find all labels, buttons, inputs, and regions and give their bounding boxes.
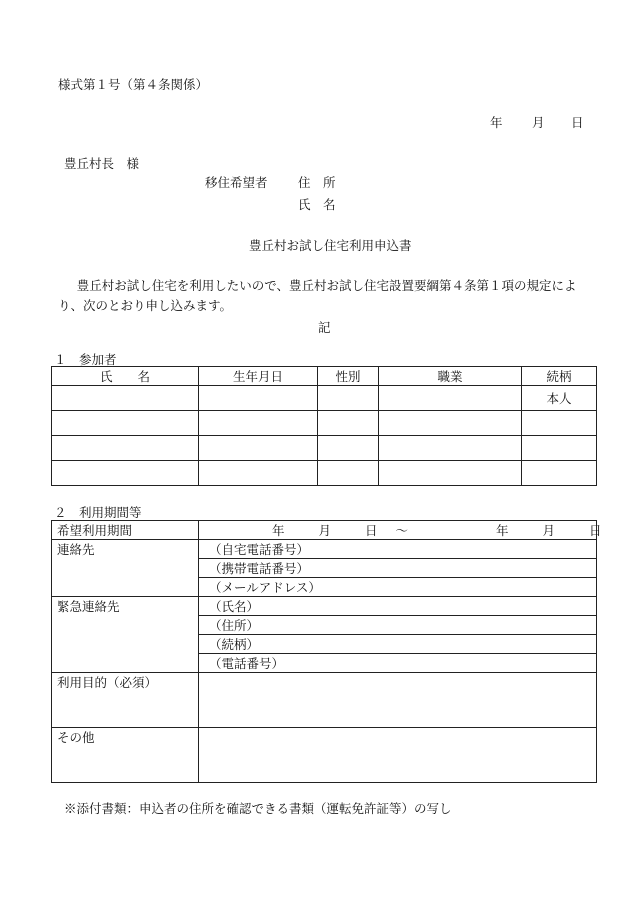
col-birthdate-header: 生年月日 bbox=[199, 367, 318, 386]
cell-occupation[interactable] bbox=[379, 411, 522, 436]
section1-heading: １ 参加者 bbox=[54, 352, 117, 367]
period-start-month: 月 bbox=[318, 523, 332, 538]
cell-birthdate[interactable] bbox=[199, 386, 318, 411]
purpose-field[interactable] bbox=[199, 673, 597, 728]
participants-header-row bbox=[52, 367, 597, 386]
cell-relation[interactable] bbox=[522, 411, 597, 436]
other-field[interactable] bbox=[199, 728, 597, 783]
other-row bbox=[52, 728, 597, 783]
applicant-role-label: 移住希望者 bbox=[205, 175, 268, 190]
form-number: 様式第１号（第４条関係） bbox=[58, 77, 209, 92]
contact-label: 連絡先 bbox=[52, 540, 199, 597]
document-title: 豊丘村お試し住宅利用申込書 bbox=[249, 238, 412, 253]
table-row bbox=[52, 411, 597, 436]
contact-email[interactable]: （メールアドレス） bbox=[199, 578, 597, 597]
cell-occupation[interactable] bbox=[379, 386, 522, 411]
cell-relation: 本人 bbox=[522, 386, 597, 411]
contact-mobile-phone[interactable]: （携帯電話番号） bbox=[199, 559, 597, 578]
cell-name[interactable] bbox=[52, 411, 199, 436]
cell-sex[interactable] bbox=[318, 461, 379, 486]
section2-heading: ２ 利用期間等 bbox=[54, 505, 142, 520]
col-relation-header: 続柄 bbox=[522, 367, 597, 386]
emergency-row bbox=[52, 597, 597, 616]
emergency-phone[interactable]: （電話番号） bbox=[199, 654, 597, 673]
ki-label: 記 bbox=[318, 320, 331, 335]
cell-sex[interactable] bbox=[318, 411, 379, 436]
contact-row bbox=[52, 540, 597, 559]
table-row bbox=[52, 386, 597, 411]
period-tilde: ～ bbox=[395, 523, 409, 538]
emergency-name[interactable]: （氏名） bbox=[199, 597, 597, 616]
cell-name[interactable] bbox=[52, 436, 199, 461]
cell-sex[interactable] bbox=[318, 386, 379, 411]
period-end-day: 日 bbox=[589, 523, 602, 538]
period-start-day: 日 bbox=[365, 523, 378, 538]
applicant-name-label: 氏 名 bbox=[298, 197, 336, 212]
period-value[interactable] bbox=[199, 521, 602, 540]
col-name-header: 氏 名 bbox=[52, 367, 199, 386]
cell-relation[interactable] bbox=[522, 436, 597, 461]
period-start-year: 年 bbox=[272, 523, 285, 538]
date-month-label: 月 bbox=[532, 115, 545, 130]
cell-birthdate[interactable] bbox=[199, 436, 318, 461]
period-label: 希望利用期間 bbox=[52, 521, 199, 540]
emergency-relation[interactable]: （続柄） bbox=[199, 635, 597, 654]
date-day-label: 日 bbox=[571, 115, 584, 130]
col-sex-header: 性別 bbox=[318, 367, 379, 386]
attachment-note: ※添付書類：申込者の住所を確認できる書類（運転免許証等）の写し bbox=[64, 801, 452, 816]
contact-home-phone[interactable]: （自宅電話番号） bbox=[199, 540, 597, 559]
cell-name[interactable] bbox=[52, 386, 199, 411]
cell-relation[interactable] bbox=[522, 461, 597, 486]
period-row bbox=[52, 521, 597, 540]
table-row bbox=[52, 461, 597, 486]
emergency-address[interactable]: （住所） bbox=[199, 616, 597, 635]
other-label: その他 bbox=[52, 728, 199, 783]
cell-birthdate[interactable] bbox=[199, 461, 318, 486]
body-text: 豊丘村お試し住宅を利用したいので、豊丘村お試し住宅設置要綱第４条第１項の規定により、次のとおり申し込みます。 bbox=[58, 278, 577, 313]
purpose-label: 利用目的（必須） bbox=[52, 673, 199, 728]
cell-occupation[interactable] bbox=[379, 436, 522, 461]
cell-birthdate[interactable] bbox=[199, 411, 318, 436]
period-end-month: 月 bbox=[542, 523, 556, 538]
participants-table bbox=[51, 366, 597, 486]
cell-sex[interactable] bbox=[318, 436, 379, 461]
usage-period-table bbox=[51, 520, 602, 783]
cell-name[interactable] bbox=[52, 461, 199, 486]
addressee: 豊丘村長 様 bbox=[64, 156, 140, 171]
period-end-year: 年 bbox=[496, 523, 509, 538]
emergency-label: 緊急連絡先 bbox=[52, 597, 199, 673]
applicant-address-label: 住 所 bbox=[298, 175, 336, 190]
col-occupation-header: 職業 bbox=[379, 367, 522, 386]
purpose-row bbox=[52, 673, 597, 728]
cell-occupation[interactable] bbox=[379, 461, 522, 486]
table-row bbox=[52, 436, 597, 461]
date-year-label: 年 bbox=[490, 115, 503, 130]
